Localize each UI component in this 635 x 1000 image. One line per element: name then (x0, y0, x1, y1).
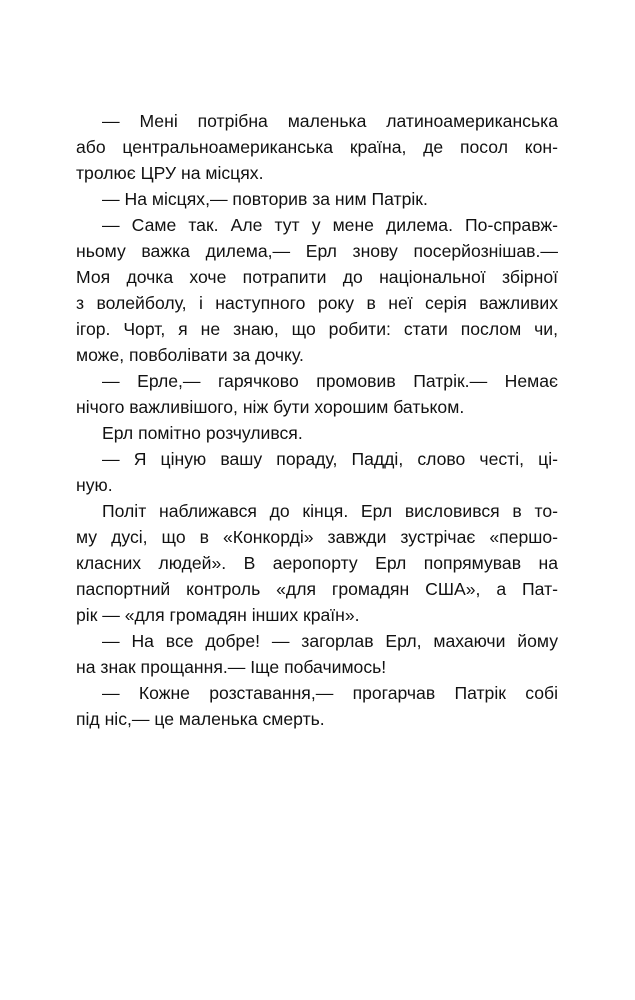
text-line: на знак прощання.— Іще побачимось! (76, 657, 387, 677)
paragraph (76, 186, 558, 212)
text-line: рік — «для громадян інших країн». (76, 605, 360, 625)
text-line: Політ наближався до кінця. Ерл висловився в то- (102, 501, 558, 521)
text-line: нічого важливішого, ніж бути хорошим батьком. (76, 397, 465, 417)
paragraph (76, 108, 558, 186)
text-line: му дусі, що в «Конкорді» завжди зустрічає «першо- (76, 527, 558, 547)
text-line: — Ерле,— гарячково промовив Патрік.— Немає (102, 371, 558, 391)
paragraph (76, 680, 558, 732)
paragraph (76, 212, 558, 368)
paragraph (76, 420, 558, 446)
paragraph (76, 498, 558, 628)
text-line: — Мені потрібна маленька латиноамериканська (102, 111, 558, 131)
text-line: з волейболу, і наступного року в неї серія важливих (76, 293, 558, 313)
text-line: — На місцях,— повторив за ним Патрік. (102, 189, 428, 209)
paragraph (76, 368, 558, 420)
text-line: — На все добре! — загорлав Ерл, махаючи йому (102, 631, 558, 651)
text-line: — Саме так. Але тут у мене дилема. По-справж- (102, 215, 558, 235)
text-line: ньому важка дилема,— Ерл знову посерйознішав.— (76, 241, 558, 261)
text-line: — Я ціную вашу пораду, Падді, слово честі, ці- (102, 449, 558, 469)
text-line: ігор. Чорт, я не знаю, що робити: стати послом чи, (76, 319, 558, 339)
paragraph (76, 446, 558, 498)
text-line: під ніс,— це маленька смерть. (76, 709, 325, 729)
text-line: тролює ЦРУ на місцях. (76, 163, 264, 183)
text-line: або центральноамериканська країна, де посол кон- (76, 137, 558, 157)
text-line: ную. (76, 475, 113, 495)
paragraph (76, 628, 558, 680)
body-text (76, 108, 558, 732)
text-line: може, повболівати за дочку. (76, 345, 304, 365)
text-line: Ерл помітно розчулився. (102, 423, 303, 443)
text-line: класних людей». В аеропорту Ерл попрямував на (76, 553, 558, 573)
text-line: паспортний контроль «для громадян США», а Пат- (76, 579, 558, 599)
text-line: — Кожне розставання,— прогарчав Патрік собі (102, 683, 558, 703)
text-line: Моя дочка хоче потрапити до національної збірної (76, 267, 558, 287)
